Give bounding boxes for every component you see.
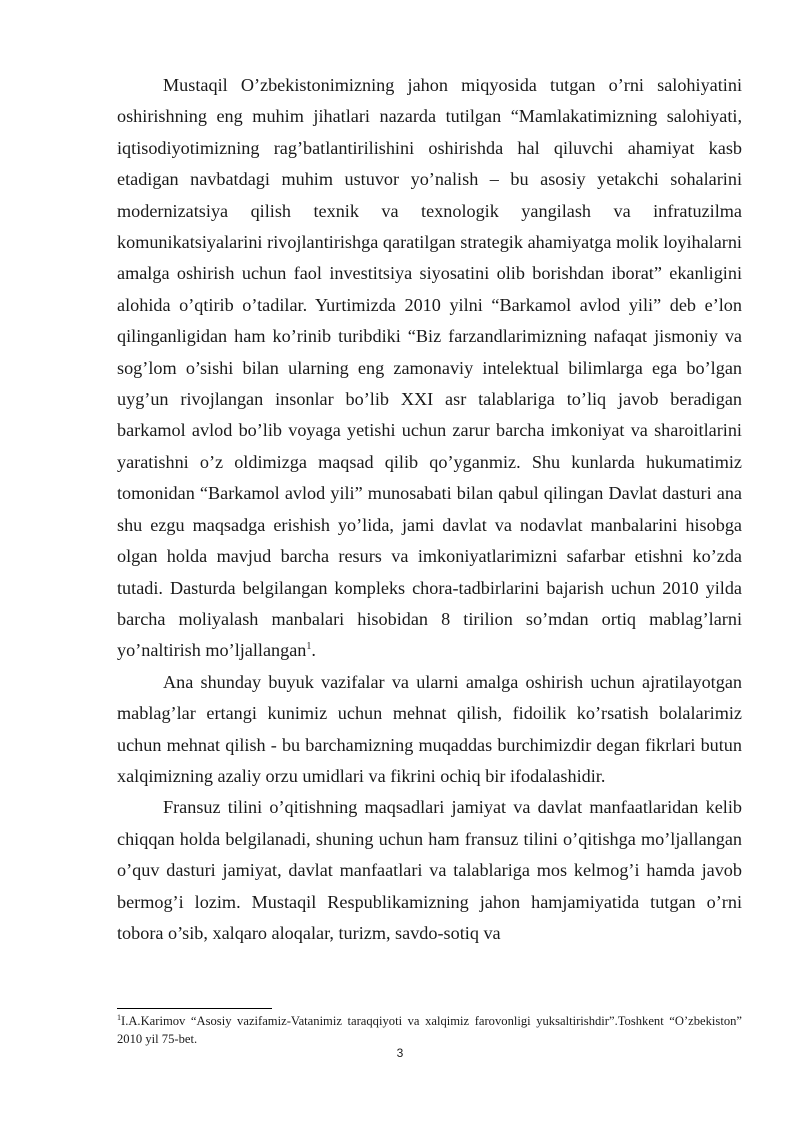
body-text — [117, 70, 742, 949]
paragraph-1 — [117, 70, 742, 667]
page-number: 3 — [396, 1046, 404, 1060]
paragraph-3-text: Fransuz tilini o’qitishning maqsadlari jamiyat va davlat manfaatlaridan kelib chiqqan holda belgilanadi, shuning uchun ham fransuz tilini o’qitishga mo’ljallangan o’quv dasturi jamiyat, davlat manfaatlari va talablariga mos kelmog’i hamda javob bermog’i lozim. Mustaqil Respublikamizning jahon hamjamiyatida tutgan o’rni tobora o’sib, xalqaro aloqalar, turizm, savdo-sotiq va — [117, 797, 742, 943]
footnote-text: I.A.Karimov “Asosiy vazifamiz-Vatanimiz taraqqiyoti va xalqimiz farovonligi yuksaltirishdir”.Toshkent “O’zbekiston” 2010 yil 75-bet. — [117, 1014, 742, 1046]
paragraph-1-trailing: . — [311, 640, 316, 661]
paragraph-3 — [117, 792, 742, 949]
paragraph-2 — [117, 667, 742, 793]
footnote-separator — [117, 1008, 272, 1009]
footnote — [117, 1013, 742, 1048]
paragraph-1-text: Mustaqil O’zbekistonimizning jahon miqyosida tutgan o’rni salohiyatini oshirishning eng muhim jihatlari nazarda tutilgan “Mamlakatimizning salohiyati, iqtisodiyotimizning rag’batlantirilishini oshirishda hal qiluvchi ahamiyat kasb etadigan navbatdagi muhim ustuvor yo’nalish – bu asosiy yetakchi sohalarini modernizatsiya qilish texnik va texnologik yangilash va infratuzilma komunikatsiyalarini rivojlantirishga qaratilgan strategik ahamiyatga molik loyihalarni amalga oshirish uchun faol investitsiya siyosatini olib borishdan iborat” ekanligini alohida o’qtirib o’tadilar. Yurtimizda 2010 yilni “Barkamol avlod yili” deb e’lon qilinganligidan ham ko’rinib turibdiki “Biz farzandlarimizning nafaqat jismoniy va sog’lom o’sishi bilan ularning eng zamonaviy intelektual bilimlarga ega bo’lgan uyg’un rivojlangan insonlar bo’lib XXI asr talablariga to’liq javob beradigan barkamol avlod bo’lib voyaga yetishi uchun zarur barcha imkoniyat va sharoitlarini yaratishni o’z oldimizga maqsad qilib qo’yganmiz. Shu kunlarda hukumatimiz tomonidan “Barkamol avlod yili” munosabati bilan qabul qilingan Davlat dasturi ana shu ezgu maqsadga erishish yo’lida, jami davlat va nodavlat manbalarini hisobga olgan holda mavjud barcha resurs va imkoniyatlarimizni safarbar etishni ko’zda tutadi. Dasturda belgilangan kompleks chora-tadbirlarini bajarish uchun 2010 yilda barcha moliyalash manbalari hisobidan 8 tirilion so’mdan ortiq mablag’larni yo’naltirish mo’ljallangan — [117, 75, 742, 661]
footnote-reference[interactable]: 1 — [306, 641, 312, 653]
footnote-number: 1 — [117, 1012, 121, 1022]
paragraph-2-text: Ana shunday buyuk vazifalar va ularni amalga oshirish uchun ajratilayotgan mablag’lar ertangi kunimiz uchun mehnat qilish, fidoilik ko’rsatish bolalarimiz uchun mehnat qilish - bu barchamizning muqaddas burchimizdir degan fikrlari butun xalqimizning azaliy orzu umidlari va fikrini ochiq bir ifodalashidir. — [117, 671, 742, 786]
